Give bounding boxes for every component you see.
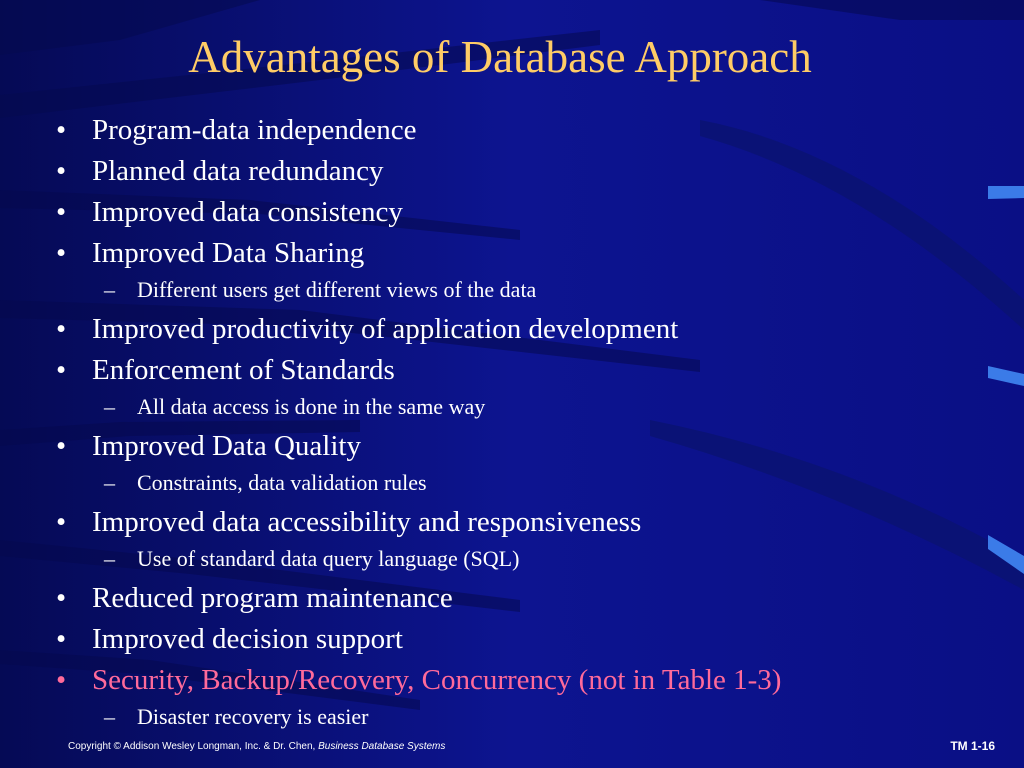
bullet-text: Improved data consistency <box>92 196 403 228</box>
dash-marker: – <box>104 470 115 495</box>
copyright-text: Copyright © Addison Wesley Longman, Inc. & Dr. Chen, <box>68 741 316 752</box>
book-title: Business Database Systems <box>318 741 446 752</box>
bullet-marker: • <box>56 430 67 462</box>
dash-marker: – <box>104 394 115 419</box>
bullet-list <box>52 112 982 738</box>
bullet-item <box>52 153 982 194</box>
bullet-item <box>52 580 982 621</box>
bullet-item <box>52 428 982 469</box>
bullet-text: Disaster recovery is easier <box>137 704 369 729</box>
bullet-text: Improved productivity of application development <box>92 313 679 345</box>
bullet-item <box>52 662 982 703</box>
bullet-text: Reduced program maintenance <box>92 582 453 614</box>
sub-bullet-item <box>52 469 982 504</box>
bullet-text: Security, Backup/Recovery, Concurrency (not in Table 1-3) <box>92 664 782 696</box>
bullet-marker: • <box>56 354 67 386</box>
bullet-marker: • <box>56 506 67 538</box>
footer-copyright <box>68 741 445 752</box>
bullet-item <box>52 504 982 545</box>
bullet-text: Improved Data Sharing <box>92 237 365 269</box>
dash-marker: – <box>104 546 115 571</box>
bullet-item <box>52 235 982 276</box>
bullet-item <box>52 112 982 153</box>
dash-marker: – <box>104 277 115 302</box>
bullet-marker: • <box>56 114 67 146</box>
sub-bullet-item <box>52 276 982 311</box>
bullet-text: Use of standard data query language (SQL) <box>137 546 520 571</box>
sub-bullet-item <box>52 545 982 580</box>
bullet-text: Program-data independence <box>92 114 417 146</box>
sub-bullet-item <box>52 703 982 738</box>
sub-bullet-item <box>52 393 982 428</box>
dash-marker: – <box>104 704 115 729</box>
bullet-text: Planned data redundancy <box>92 155 384 187</box>
bullet-text: Enforcement of Standards <box>92 354 395 386</box>
bullet-item <box>52 311 982 352</box>
bullet-item <box>52 621 982 662</box>
bullet-marker: • <box>56 196 67 228</box>
bullet-item <box>52 194 982 235</box>
bullet-text: All data access is done in the same way <box>137 394 486 419</box>
bullet-marker: • <box>56 664 67 696</box>
bullet-text: Different users get different views of the data <box>137 277 537 302</box>
slide-title: Advantages of Database Approach <box>188 32 812 82</box>
bullet-marker: • <box>56 237 67 269</box>
bullet-text: Constraints, data validation rules <box>137 470 427 495</box>
slide-number: TM 1-16 <box>950 739 995 753</box>
bullet-marker: • <box>56 155 67 187</box>
bullet-text: Improved Data Quality <box>92 430 361 462</box>
bullet-marker: • <box>56 313 67 345</box>
bullet-text: Improved data accessibility and responsiveness <box>92 506 642 538</box>
bullet-text: Improved decision support <box>92 623 403 655</box>
bullet-marker: • <box>56 582 67 614</box>
bullet-marker: • <box>56 623 67 655</box>
bullet-item <box>52 352 982 393</box>
